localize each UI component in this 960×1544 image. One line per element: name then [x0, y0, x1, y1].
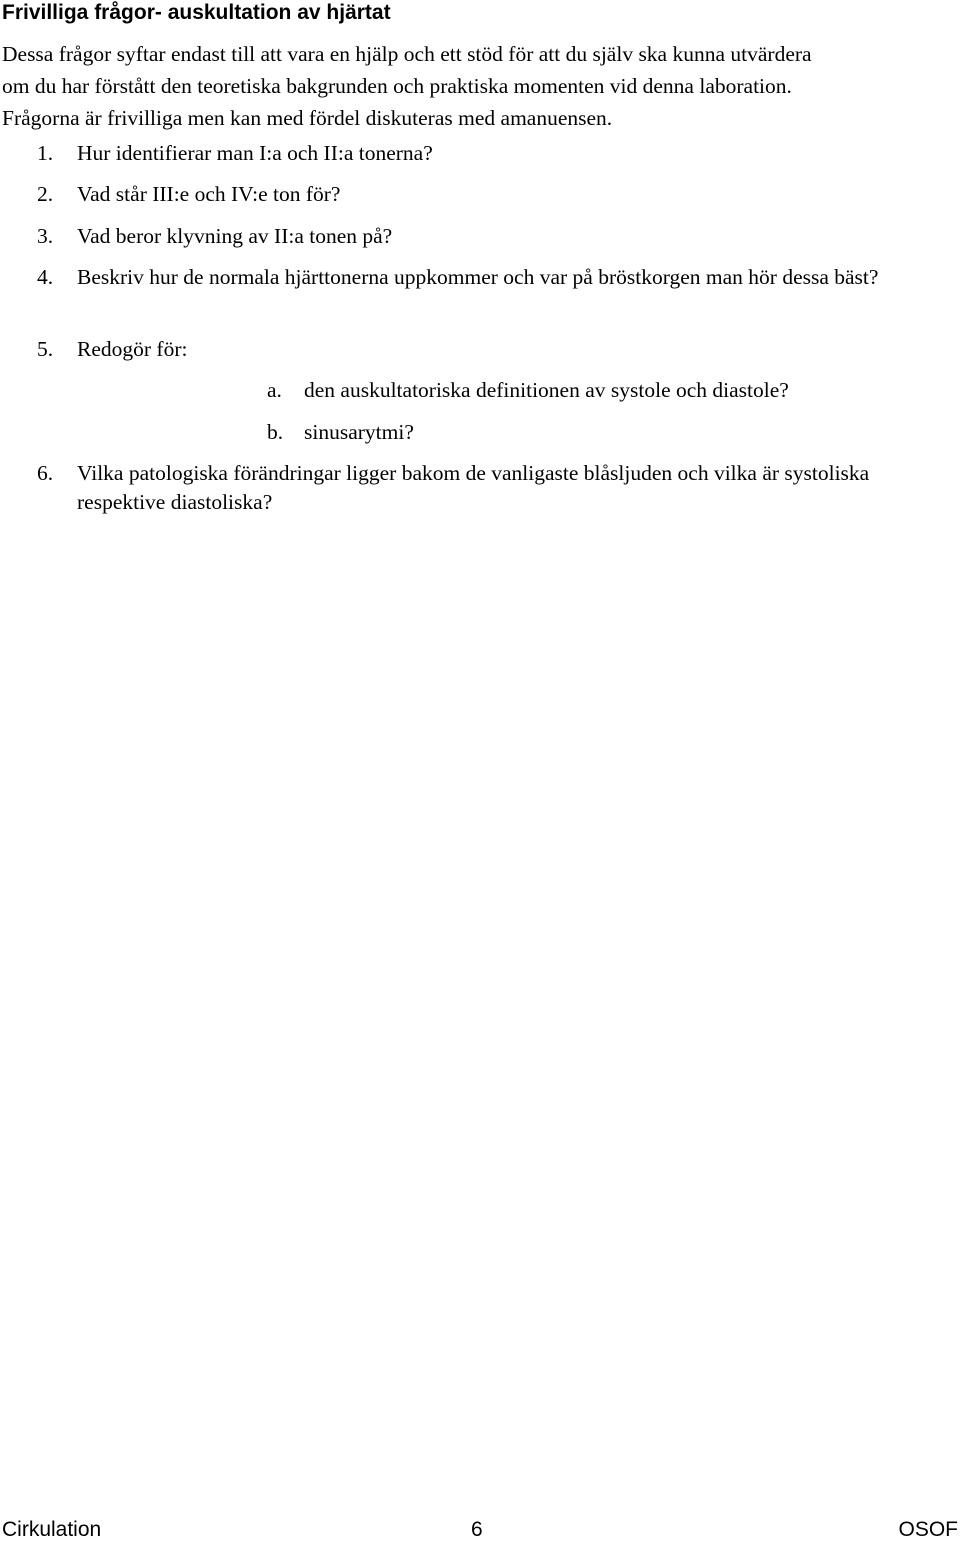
intro-line: Dessa frågor syftar endast till att vara en hjälp och ett stöd för att du själv ska kunna utvärdera: [2, 42, 812, 66]
sub-item-text: sinusarytmi?: [304, 420, 414, 444]
question-number: 1.: [37, 141, 54, 165]
page-title: Frivilliga frågor- auskultation av hjärtat: [2, 1, 391, 24]
question-number: 3.: [37, 224, 54, 248]
question-6: [37, 459, 937, 517]
sub-item-b: [267, 418, 927, 447]
question-number: 5.: [37, 337, 54, 361]
footer-page-number: 6: [471, 1518, 483, 1541]
question-3: [37, 222, 937, 251]
footer-course-code: OSOF: [898, 1518, 958, 1541]
page-footer: [0, 1516, 960, 1544]
question-5: [37, 335, 937, 364]
question-text: Hur identifierar man I:a och II:a tonerna?: [77, 141, 433, 165]
intro-paragraph: [2, 38, 958, 134]
question-number: 6.: [37, 461, 54, 485]
intro-line: om du har förstått den teoretiska bakgrunden och praktiska momenten vid denna laboration.: [2, 74, 792, 98]
sub-item-letter: b.: [267, 420, 284, 444]
question-text: Vad står III:e och IV:e ton för?: [77, 182, 341, 206]
question-number: 4.: [37, 265, 54, 289]
question-text: Redogör för:: [77, 337, 188, 361]
sub-item-text: den auskultatoriska definitionen av systole och diastole?: [304, 378, 789, 402]
question-text: Beskriv hur de normala hjärttonerna uppkommer och var på bröstkorgen man hör dessa bäst?: [77, 265, 879, 289]
intro-line: Frågorna är frivilliga men kan med fördel diskuteras med amanuensen.: [2, 106, 613, 130]
question-2: [37, 180, 937, 209]
question-number: 2.: [37, 182, 54, 206]
sub-item-a: [267, 376, 927, 405]
question-1: [37, 139, 937, 168]
question-text: Vad beror klyvning av II:a tonen på?: [77, 224, 393, 248]
sub-item-letter: a.: [267, 378, 282, 402]
question-text: Vilka patologiska förändringar ligger bakom de vanligaste blåsljuden och vilka är systoliska respektive diastoliska?: [77, 461, 870, 514]
question-4: [37, 263, 937, 292]
footer-section-name: Cirkulation: [2, 1518, 102, 1541]
